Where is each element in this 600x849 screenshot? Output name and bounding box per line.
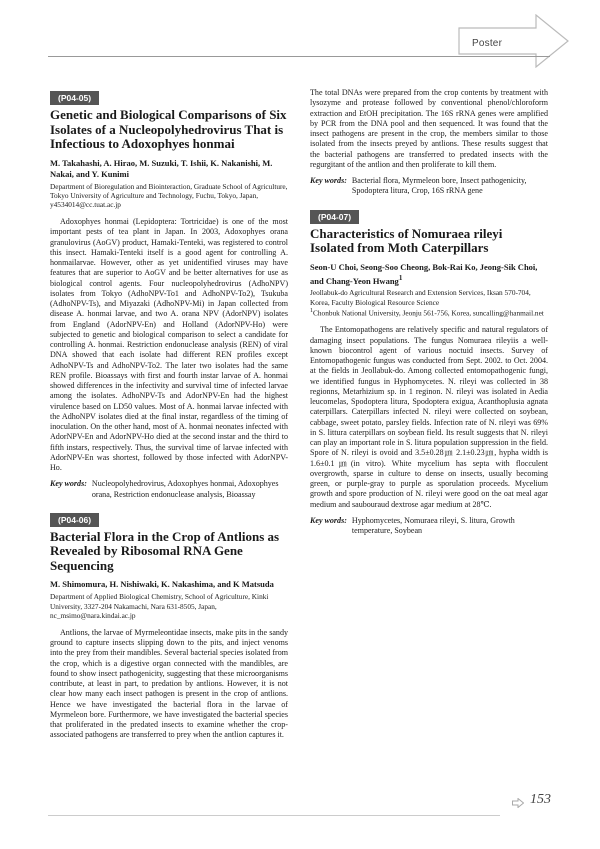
right-column — [310, 88, 548, 546]
footer-rule — [48, 815, 500, 816]
abstract-body-p04-06: Antlions, the larvae of Myrmeleontidae insects, make pits in the sandy ground to capture insects slipping down to the pits, and inject venoms into the prey from their mandibles. Several bacterial species isolated from the crop, which is a digestive organ connected with the mandibles, are found to show insect pathogenicity, suggesting that these microorganisms contribute, at least in part, to predation by antlions. However, it is not clear how many each insect pathogen is present in the crop of antlions. Hence we have investigated the bacterial flora in the larvae of Myrmeleon bore. Furthermore, we have investigated the bacterial species that proliferated in the predated insects to examine whether the crop-associated pathogens are transferred to prey when the antlion captures it. — [50, 627, 288, 740]
abstract-authors-p04-05: M. Takahashi, A. Hirao, M. Suzuki, T. Ishii, K. Nakanishi, M. Nakai, and Y. Kunimi — [50, 157, 273, 179]
abstract-authors-p04-06: M. Shimomura, H. Nishiwaki, K. Nakashima, and K Matsuda — [50, 579, 274, 590]
keywords-p04-07 — [310, 516, 548, 537]
affiliation-line-2: Chonbuk National University, Jeonju 561-756, Korea, suncalling@hanmail.net — [313, 308, 544, 318]
abstract-code-p04-05: (P04-05) — [50, 91, 99, 105]
affiliation-line-1: Jeollabuk-do Agricultural Research and Extension Services, Iksan 570-704, Korea, Faculty Biological Resource Science — [310, 288, 531, 307]
abstract-body-p04-05: Adoxophyes honmai (Lepidoptera: Tortricidae) is one of the most important pests of tea plant in Japan. In 2003, Adoxophyes orana granulovirus (AoGV) product, Hamaki-Tenteki, was registered to control this insect. Hamaki-Tenteki itself is a good agent for controlling A. honmailarvae. However, other as yet unidentified viruses may have features that are superior to AoGV and be better alternatives for use as biological control agents. Four nucleopolyhedrovirus (AdhoNPV) isolates from Tokyo (AdhoNPV-To1 and AdhoNPV-To2), Tsukuba (AdhoNPV-Ts), and Miyazaki (AdhoNPV-Mi) in Japan collected from disease A. honmai larvae, and two A. orana NPV (AdorNPV) isolates from England (AdorNPV-En) and Holland (AdorNPV-Ho) were subjected to genetic and biological comparison to select a candidate for controlling A. honmai. Restriction endonuclease analysis (REN) of viral DNA showed that each isolate had different REN profiles except AdhoNPV-Ts and AdhoNPV-To2. The later two isolates had the same REN profile. Bioassays with first and fourth instar larvae of A. honmai showed differences in the infectivity and survival time of infected larvae among the isolates. AdhoNPV-Ts and AdorNPV-En had the highest virulence based on LD50 values. Most of A. honmai larvae infected with the AdhoNPV isolates died at the final instar, regardless of the timing of inoculation. On the other hand, most of A. honmai neonates infected with AdorNPV-En and AdorNPV-Ho died at the second instar and the third to fifth instars, respectively. Thus, the survival time of larvae infected with AdorNPV-En was shortest, followed by those infected with AdorNPV-Ho. — [50, 217, 288, 473]
keywords-label: Key words: — [310, 176, 347, 185]
abstract-authors-p04-07 — [310, 262, 548, 287]
abstract-affiliation-p04-06: Department of Applied Biological Chemistry, School of Agriculture, Kinki University, 3327-204 Nakamachi, Nara 631-8505, Japan, nc_msimo@nara.kindai.ac.jp — [50, 592, 269, 620]
authors-superscript: 1 — [398, 273, 403, 282]
keywords-p04-06 — [310, 176, 548, 197]
abstract-title-p04-07: Characteristics of Nomuraea rileyi Isolated from Moth Caterpillars — [310, 225, 503, 255]
keywords-label: Key words: — [310, 515, 347, 525]
abstract-affiliation-p04-07 — [310, 288, 548, 317]
page-number: 153 — [530, 792, 551, 807]
abstract-title-p04-05: Genetic and Biological Comparisons of Six Isolates of a Nucleopolyhedrovirus That is Infectious to Adoxophyes honmai — [50, 107, 287, 151]
abstract-body-p04-06-continued: The total DNAs were prepared from the crop contents by treatment with lysozyme and protease followed by conventional phenol/chloroform extraction and EtOH precipitation. The 16S rRNA genes were amplified by PCR from the DNA pool and then sequenced. It was found that the insect pathogens are present in the crop, the members similar to those isolated from the insects preyed by antlions. These results suggest that the bacterial pathogens are transferred to predated insects with the regurgitant of the antlion and then proliferate to kill them. — [310, 88, 548, 169]
keywords-text: Nucleopolyhedrovirus, Adoxophyes honmai, Adoxophyes orana, Restriction endonuclease analysis, Bioassay — [91, 479, 279, 499]
keywords-label: Key words: — [50, 479, 87, 489]
header-rule — [48, 56, 550, 57]
keywords-text: Bacterial flora, Myrmeleon bore, Insect pathogenicity, Spodoptera litura, Crop, 16S rRNA gene — [351, 176, 527, 196]
abstract-title-p04-06: Bacterial Flora in the Crop of Antlions as Revealed by Ribosomal RNA Gene Sequencing — [50, 528, 280, 573]
affiliation-superscript: 1 — [310, 307, 314, 314]
section-label: Poster — [472, 38, 503, 49]
abstract-affiliation-p04-05: Department of Bioregulation and Biointeraction, Graduate School of Agriculture, Tokyo University of Agriculture and Technology, Fuchu, Tokyo, Japan, y4534014@cc.tuat.ac.jp — [50, 181, 288, 209]
arrow-right-outline-icon — [512, 795, 524, 805]
abstract-code-p04-07: (P04-07) — [310, 210, 359, 224]
left-column — [50, 88, 288, 747]
authors-text: Seon-U Choi, Seong-Soo Cheong, Bok-Rai Ko, Jeong-Sik Choi, and Chang-Yeon Hwang — [310, 261, 538, 286]
keywords-text: Hyphomycetes, Nomuraea rileyi, S. litura, Growth temperature, Soybean — [351, 515, 515, 536]
keywords-p04-05 — [50, 479, 288, 500]
abstract-body-p04-07: The Entomopathogens are relatively specific and natural regulators of damaging insect populations. The fungus Nomuraea rileyiis a well-known biocontrol agent of various noctuid insects. Survey of Entomopathogenic fungus was conducted from Sept. 2002. to Oct. 2004. at the fields in Jeollabuk-do. Among collected entomopathogenic fungi, we identified fungus in Hyphomycetes. N. rileyi was collected in 38 regionns, Metarhizium sp. in 1 reginon. N. rileyi was isolated in Aedia leucomelas, Spodoptera litura, Spodoptera exigua, Acanthoplusia agnata caterpillars. Caterpillars infected N. rileyi were collected on soybean, cabbage, sweet potato, parsley fields. Infection rate of N. rileyi was 69% in S. littura caterpillars on soybean field. Its result suggests that N. rileyi can play an important role in S. litura population suppression in the field. Spore of N. rileyi is ovoid and 3.5±0.28㎛ 2.1±0.23㎛, hypha width is 1.6±0.1㎛(in vitro). White mycelium has septa with flocculent overgrowth, sparse in culture to dense on insects, usually becoming green, or purple-gray to purple as sporulation proceeds. Mycelium growth and spore production of N. rileyi were good on the oat meal agar medium and saubouraud dextrose agar medium at 28℃. — [310, 325, 548, 509]
abstract-code-p04-06: (P04-06) — [50, 513, 99, 527]
